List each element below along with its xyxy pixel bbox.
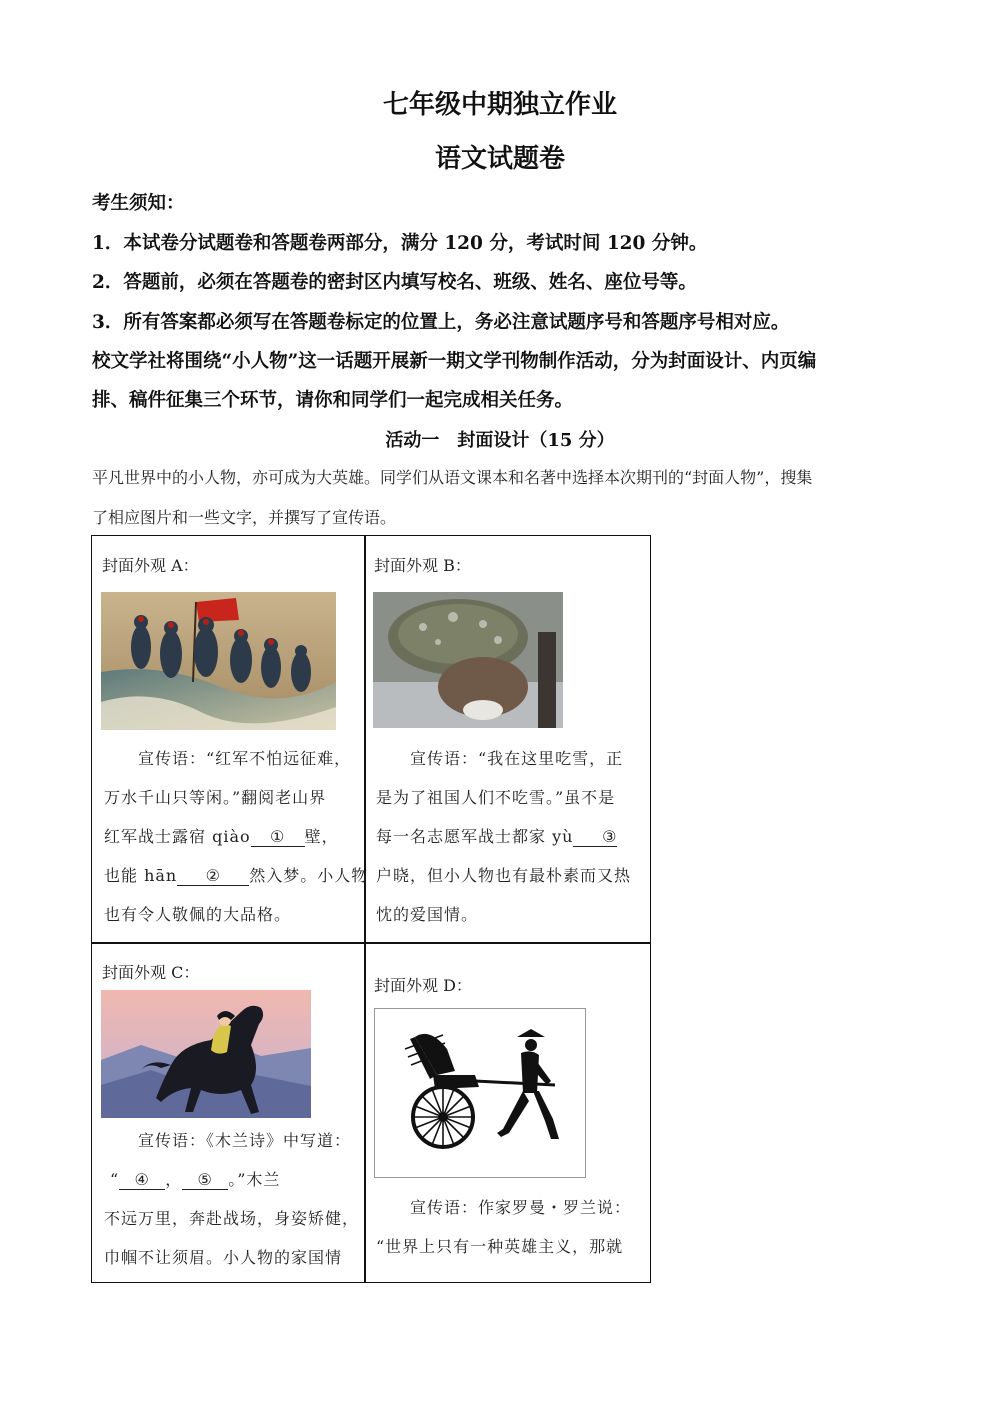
page-subtitle: 语文试题卷 [434, 144, 565, 174]
cover-cell-b [366, 536, 650, 942]
cover-d-line-1: 宣传语：作家罗曼・罗兰说： [410, 1198, 632, 1217]
blank-1[interactable]: ① [251, 828, 305, 847]
cover-c-label: 封面外观 C： [102, 963, 200, 982]
cover-b-line-4: 户晓，但小人物也有最朴素而又热 [376, 866, 632, 885]
notice-item-2: 2．答题前，必须在答题卷的密封区内填写校名、班级、姓名、座位号等。 [92, 272, 697, 293]
cover-d-label: 封面外观 D： [374, 976, 472, 995]
cover-d-line-2: “世界上只有一种英雄主义，那就 [376, 1237, 624, 1256]
cover-b-line-3-text: 每一名志愿军战士都家 yù [376, 827, 574, 846]
cover-cell-d [366, 944, 650, 1282]
cover-a-line-4-text: 也能 hān [104, 866, 178, 885]
cover-a-label: 封面外观 A： [102, 556, 199, 575]
cover-c-line-2 [104, 1160, 359, 1199]
volunteer-soldier-image [373, 592, 563, 728]
cover-c-line-4: 巾帼不让须眉。小人物的家国情 [104, 1248, 343, 1267]
activity-intro-line-2: 了相应图片和一些文字，并撰写了宣传语。 [92, 508, 397, 527]
cover-a-line-3-end: 壁， [304, 827, 339, 846]
blank-4[interactable]: ④ [119, 1171, 165, 1190]
context-line-2: 排、稿件征集三个环节，请你和同学们一起完成相关任务。 [92, 390, 574, 411]
cover-a-line-3-text: 红军战士露宿 qiào [104, 827, 251, 846]
quote-open: “ [110, 1170, 120, 1189]
mulan-horse-image [101, 990, 311, 1118]
cover-a-slogan [104, 739, 368, 934]
cover-c-line-2-end: 。”木兰 [228, 1170, 281, 1189]
cover-a-line-5: 也有令人敬佩的大品格。 [104, 905, 292, 924]
context-line-1: 校文学社将围绕“小人物”这一话题开展新一期文学刊物制作活动，分为封面设计、内页编 [92, 351, 817, 372]
cover-c-line-1: 宣传语：《木兰诗》中写道： [138, 1131, 352, 1150]
notice-item-1: 1．本试卷分试题卷和答题卷两部分，满分 120 分，考试时间 120 分钟。 [92, 233, 708, 254]
cover-b-label: 封面外观 B： [374, 556, 471, 575]
activity-title: 活动一 封面设计（15 分） [385, 430, 615, 451]
cover-b-line-2: 是为了祖国人们不吃雪。”虽不是 [376, 788, 616, 807]
cover-c-line-3: 不远万里，奔赴战场，身姿矫健， [104, 1209, 360, 1228]
page-title: 七年级中期独立作业 [382, 90, 617, 120]
cover-b-line-5: 忱的爱国情。 [376, 905, 479, 924]
blank-2[interactable]: ② [177, 867, 249, 886]
cover-b-line-3 [376, 817, 631, 856]
cover-c-slogan [104, 1121, 359, 1277]
blank-5[interactable]: ⑤ [182, 1171, 228, 1190]
cover-a-line-3 [104, 817, 368, 856]
notice-heading: 考生须知： [92, 193, 185, 214]
red-army-painting-image [101, 592, 336, 730]
quote-separator: ， [165, 1170, 183, 1189]
cover-a-line-2: 万水千山只等闲。”翻阅老山界 [104, 788, 327, 807]
notice-item-3: 3．所有答案都必须写在答题卷标定的位置上，务必注意试题序号和答题序号相对应。 [92, 312, 790, 333]
activity-intro-line-1: 平凡世界中的小人物，亦可成为大英雄。同学们从语文课本和名著中选择本次期刊的“封面人物”，搜集 [92, 468, 813, 487]
cover-cell-c [92, 944, 364, 1282]
cover-d-slogan [376, 1188, 631, 1266]
cover-a-line-1: 宣传语：“红军不怕远征难， [138, 749, 352, 768]
cover-a-line-4-end: 然入梦。小人物 [249, 866, 369, 885]
blank-3[interactable]: ③ [573, 828, 617, 847]
cover-cell-a [92, 536, 369, 942]
cover-a-line-4 [104, 856, 368, 895]
cover-b-line-1: 宣传语：“我在这里吃雪，正 [410, 749, 624, 768]
rickshaw-silhouette-image [374, 1008, 586, 1178]
cover-b-slogan [376, 739, 631, 934]
cover-grid [91, 535, 651, 1283]
